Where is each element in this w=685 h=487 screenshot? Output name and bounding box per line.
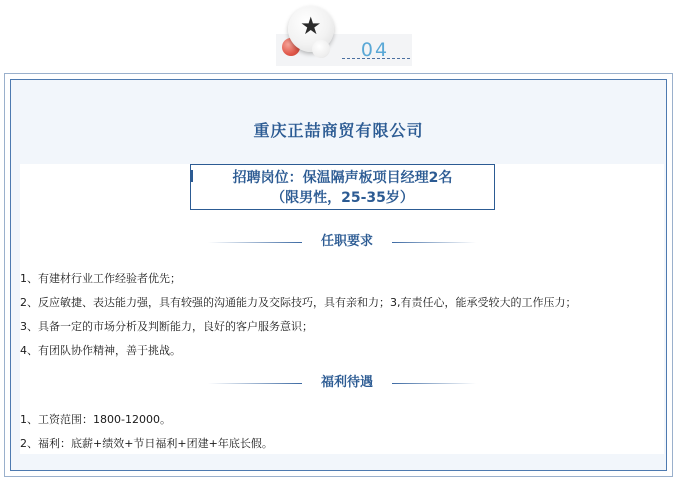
requirement-item: 2、反应敏捷、表达能力强，具有较强的沟通能力及交际技巧，具有亲和力；3,有责任心，能承受较大的工作压力； (20, 296, 577, 309)
heading-line-left (208, 383, 302, 384)
requirements-title: 任职要求 (320, 234, 373, 249)
job-card-inner (10, 79, 667, 471)
position-requirement: （限男性，25-35岁） (271, 190, 414, 206)
requirement-item: 4、有团队协作精神，善于挑战。 (20, 344, 181, 357)
heading-line-right (392, 383, 476, 384)
section-badge (276, 6, 416, 66)
benefits-heading (20, 373, 664, 393)
requirement-item: 3、具备一定的市场分析及判断能力，良好的客户服务意识； (20, 320, 313, 333)
requirement-item: 1、有建材行业工作经验者优先； (20, 272, 181, 285)
requirements-heading (20, 232, 664, 252)
job-content (20, 164, 664, 454)
badge-white-dot (312, 40, 330, 58)
benefit-item: 2、福利：底薪+绩效+节日福利+团建+年底长假。 (20, 437, 273, 450)
benefit-item: 1、工资范围：1800-12000。 (20, 413, 171, 426)
benefits-title: 福利待遇 (320, 375, 373, 390)
section-number: 04 (360, 39, 390, 61)
company-name: 重庆正喆商贸有限公司 (253, 121, 424, 140)
position-title: 招聘岗位：保温隔声板项目经理2名 (232, 170, 453, 186)
star-icon: ★ (300, 12, 322, 40)
job-card (4, 73, 673, 477)
position-box-marker (190, 170, 193, 182)
position-box (190, 164, 495, 210)
heading-line-right (392, 242, 476, 243)
section-number-underline (342, 58, 410, 59)
heading-line-left (208, 242, 302, 243)
